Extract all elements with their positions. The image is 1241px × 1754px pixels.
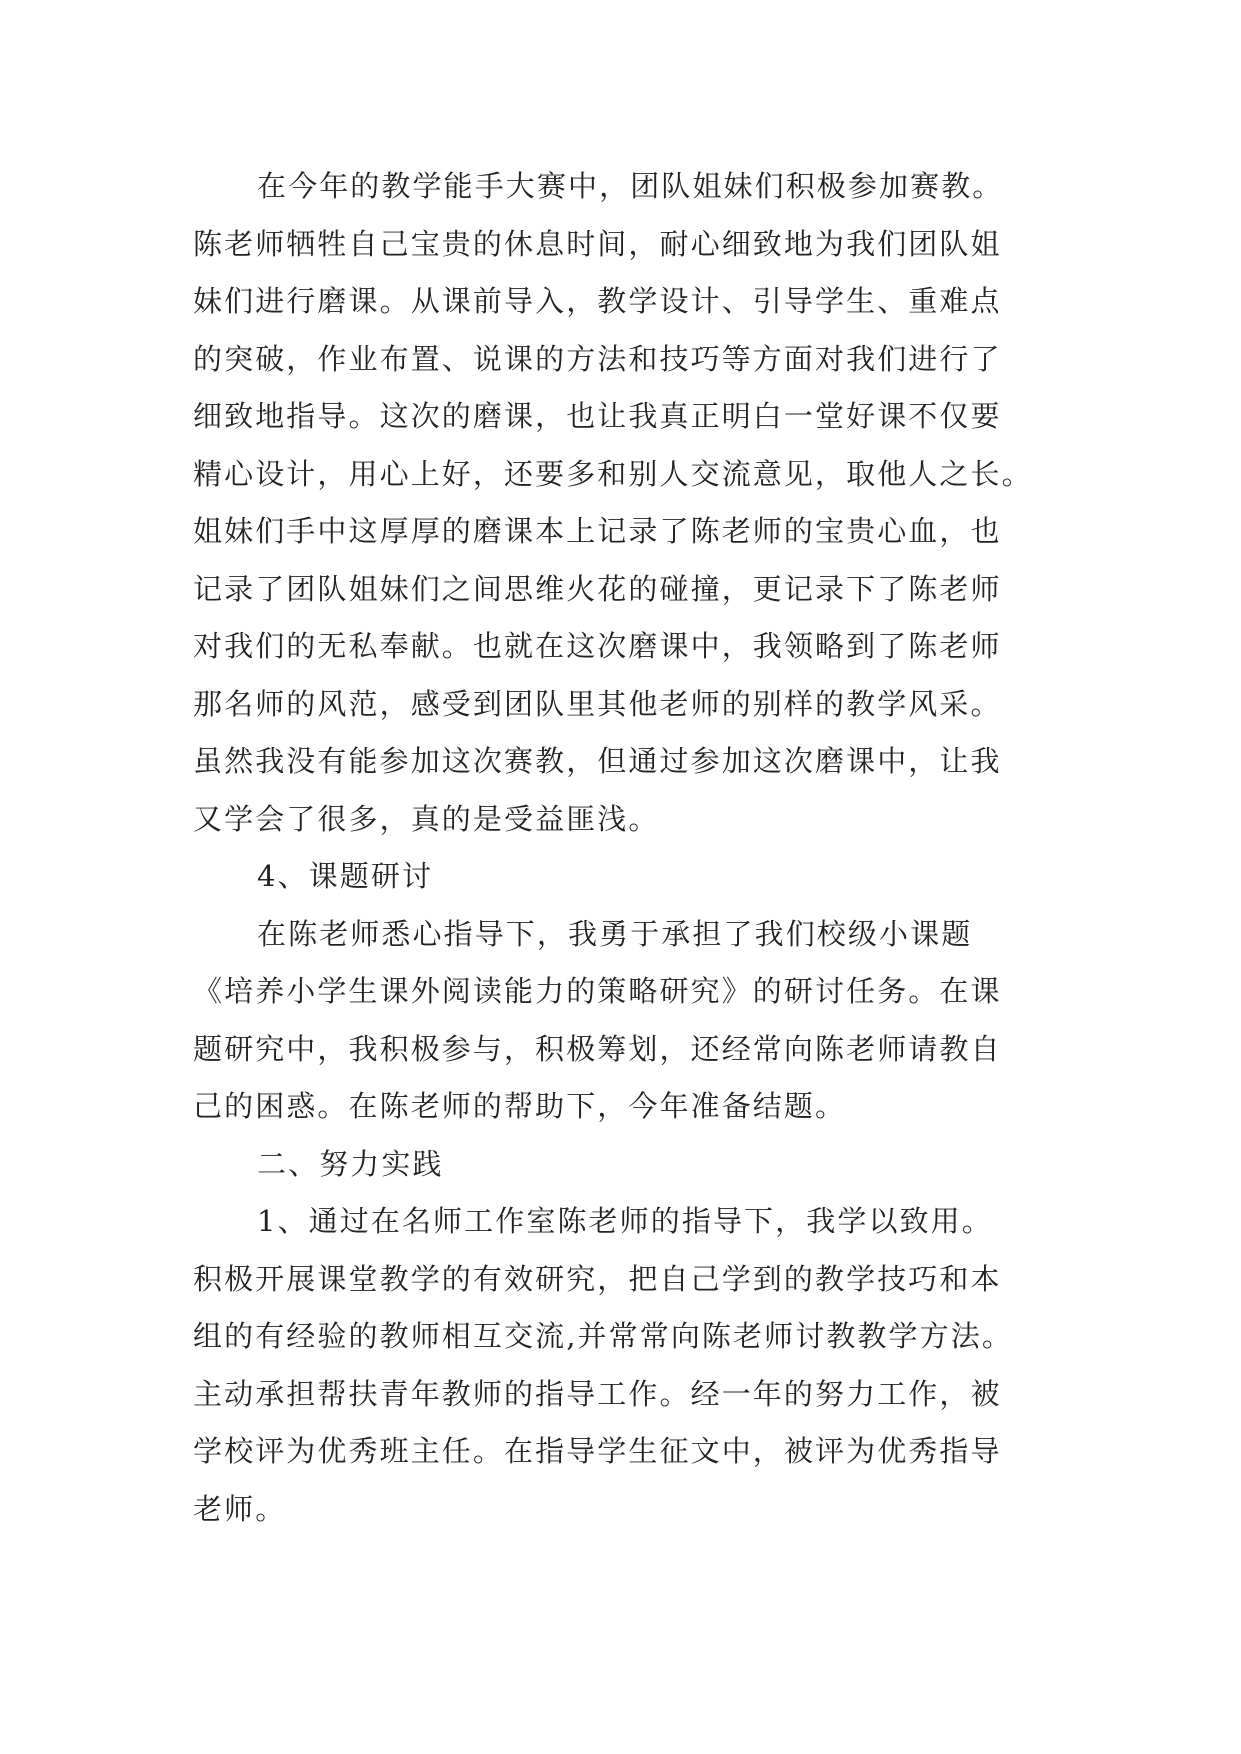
paragraph-line: 细致地指导。这次的磨课，也让我真正明白一堂好课不仅要 (193, 399, 1002, 433)
paragraph-line: 又学会了很多，真的是受益匪浅。 (193, 801, 660, 836)
paragraph-line: 《培养小学生课外阅读能力的策略研究》的研讨任务。在课 (193, 974, 1002, 1008)
paragraph-line: 积极开展课堂教学的有效研究，把自己学到的教学技巧和本 (193, 1261, 1002, 1296)
paragraph-line: 学校评为优秀班主任。在指导学生征文中，被评为优秀指导 (193, 1434, 1002, 1468)
section-heading: 二、努力实践 (257, 1146, 444, 1181)
paragraph-line: 在今年的教学能手大赛中，团队姐妹们积极参加赛教。 (257, 169, 1004, 203)
paragraph-line: 主动承担帮扶青年教师的指导工作。经一年的努力工作，被 (193, 1376, 1002, 1411)
paragraph-line: 题研究中，我积极参与，积极筹划，还经常向陈老师请教自 (193, 1031, 1002, 1066)
paragraph-line: 姐妹们手中这厚厚的磨课本上记录了陈老师的宝贵心血，也 (193, 514, 1002, 548)
paragraph-line: 虽然我没有能参加这次赛教，但通过参加这次磨课中，让我 (193, 744, 1002, 778)
paragraph-line: 己的困惑。在陈老师的帮助下，今年准备结题。 (193, 1089, 847, 1123)
paragraph-line: 组的有经验的教师相互交流,并常常向陈老师讨教教学方法。 (193, 1319, 1013, 1353)
paragraph-line: 1、通过在名师工作室陈老师的指导下，我学以致用。 (257, 1204, 993, 1238)
document-body (193, 158, 1063, 1538)
paragraph-line: 陈老师牺牲自己宝贵的休息时间，耐心细致地为我们团队姐 (193, 226, 1002, 261)
paragraph-line: 在陈老师悉心指导下，我勇于承担了我们校级小课题 (257, 916, 973, 951)
section-heading: 4、课题研讨 (257, 859, 434, 893)
paragraph-line: 妹们进行磨课。从课前导入，教学设计、引导学生、重难点 (193, 284, 1002, 318)
paragraph-line: 的突破，作业布置、说课的方法和技巧等方面对我们进行了 (193, 341, 1002, 376)
paragraph-line: 精心设计，用心上好，还要多和别人交流意见，取他人之长。 (193, 456, 1033, 491)
paragraph-line: 那名师的风范，感受到团队里其他老师的别样的教学风采。 (193, 686, 1002, 721)
paragraph-line: 对我们的无私奉献。也就在这次磨课中，我领略到了陈老师 (193, 629, 1002, 663)
paragraph-line: 记录了团队姐妹们之间思维火花的碰撞，更记录下了陈老师 (193, 571, 1002, 606)
paragraph-line: 老师。 (193, 1491, 287, 1526)
